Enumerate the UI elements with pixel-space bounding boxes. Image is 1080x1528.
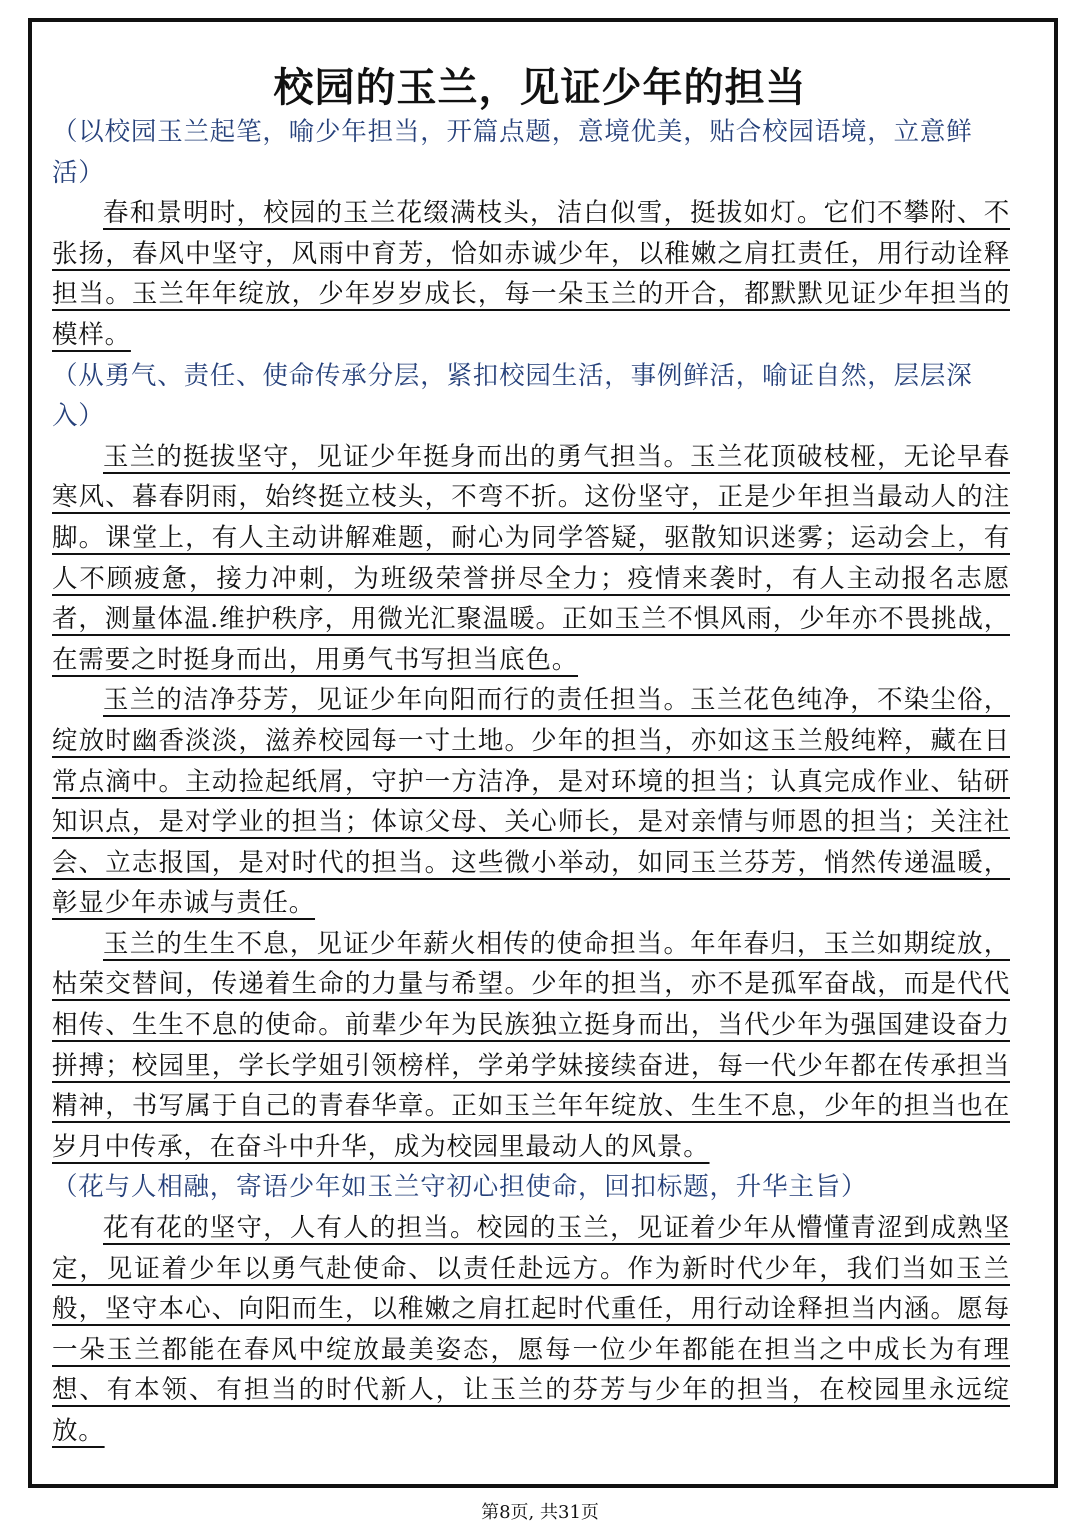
- page-number: 第8页, 共31页: [481, 1502, 599, 1523]
- essay-paragraph: [52, 437, 1010, 681]
- essay-paragraph: [52, 924, 1010, 1168]
- paragraph-text: 花有花的坚守，人有人的担当。校园的玉兰，见证着少年从懵懂青涩到成熟坚定，见证着少年以勇气赴使命、以责任赴远方。作为新时代少年，我们当如玉兰般，坚守本心、向阳而生，以稚嫩之肩扛起时代重任，用行动诠释担当内涵。愿每一朵玉兰都能在春风中绽放最美姿态，愿每一位少年都能在担当之中成长为有理想、有本领、有担当的时代新人，让玉兰的芬芳与少年的担当，在校园里永远绽放。: [52, 1213, 1010, 1446]
- annotation-note: （从勇气、责任、使命传承分层，紧扣校园生活，事例鲜活，喻证自然，层层深入）: [52, 360, 973, 432]
- essay-paragraph: [52, 680, 1010, 924]
- paragraph-text: 春和景明时，校园的玉兰花缀满枝头，洁白似雪，挺拔如灯。它们不攀附、不张扬，春风中坚守，风雨中育芳，恰如赤诚少年，以稚嫩之肩扛责任，用行动诠释担当。玉兰年年绽放，少年岁岁成长，每一朵玉兰的开合，都默默见证少年担当的模样。: [52, 198, 1010, 350]
- annotation-note: （花与人相融，寄语少年如玉兰守初心担使命，回扣标题，升华主旨）: [52, 1172, 868, 1203]
- annotation-note: （以校园玉兰起笔，喻少年担当，开篇点题，意境优美，贴合校园语境，立意鲜活）: [52, 117, 973, 188]
- paragraph-text: 玉兰的洁净芬芳，见证少年向阳而行的责任担当。玉兰花色纯净，不染尘俗，绽放时幽香淡淡，滋养校园每一寸土地。少年的担当，亦如这玉兰般纯粹，藏在日常点滴中。主动捡起纸屑，守护一方洁净，是对环境的担当；认真完成作业、钻研知识点，是对学业的担当；体谅父母、关心师长，是对亲情与师恩的担当；关注社会、立志报国，是对时代的担当。这些微小举动，如同玉兰芬芳，悄然传递温暖，彰显少年赤诚与责任。: [52, 685, 1010, 919]
- paragraph-text: 玉兰的生生不息，见证少年薪火相传的使命担当。年年春归，玉兰如期绽放，枯荣交替间，传递着生命的力量与希望。少年的担当，亦不是孤军奋战，而是代代相传、生生不息的使命。前辈少年为民族独立挺身而出，当代少年为强国建设奋力拼搏；校园里，学长学姐引领榜样，学弟学妹接续奋进，每一代少年都在传承担当精神，书写属于自己的青春华章。正如玉兰年年绽放、生生不息，少年的担当也在岁月中传承，在奋斗中升华，成为校园里最动人的风景。: [52, 928, 1010, 1162]
- paragraph-text: 玉兰的挺拔坚守，见证少年挺身而出的勇气担当。玉兰花顶破枝桠，无论早春寒风、暮春阴雨，始终挺立枝头，不弯不折。这份坚守，正是少年担当最动人的注脚。课堂上，有人主动讲解难题，耐心为同学答疑，驱散知识迷雾；运动会上，有人不顾疲惫，接力冲刺，为班级荣誉拼尽全力；疫情来袭时，有人主动报名志愿者，测量体温.维护秩序，用微光汇聚温暖。正如玉兰不惧风雨，少年亦不畏挑战，在需要之时挺身而出，用勇气书写担当底色。: [52, 441, 1010, 675]
- essay-body: [52, 112, 1010, 1452]
- essay-paragraph: [52, 1208, 1010, 1452]
- essay-title: 校园的玉兰，见证少年的担当: [273, 65, 807, 111]
- essay-paragraph: [52, 193, 1010, 355]
